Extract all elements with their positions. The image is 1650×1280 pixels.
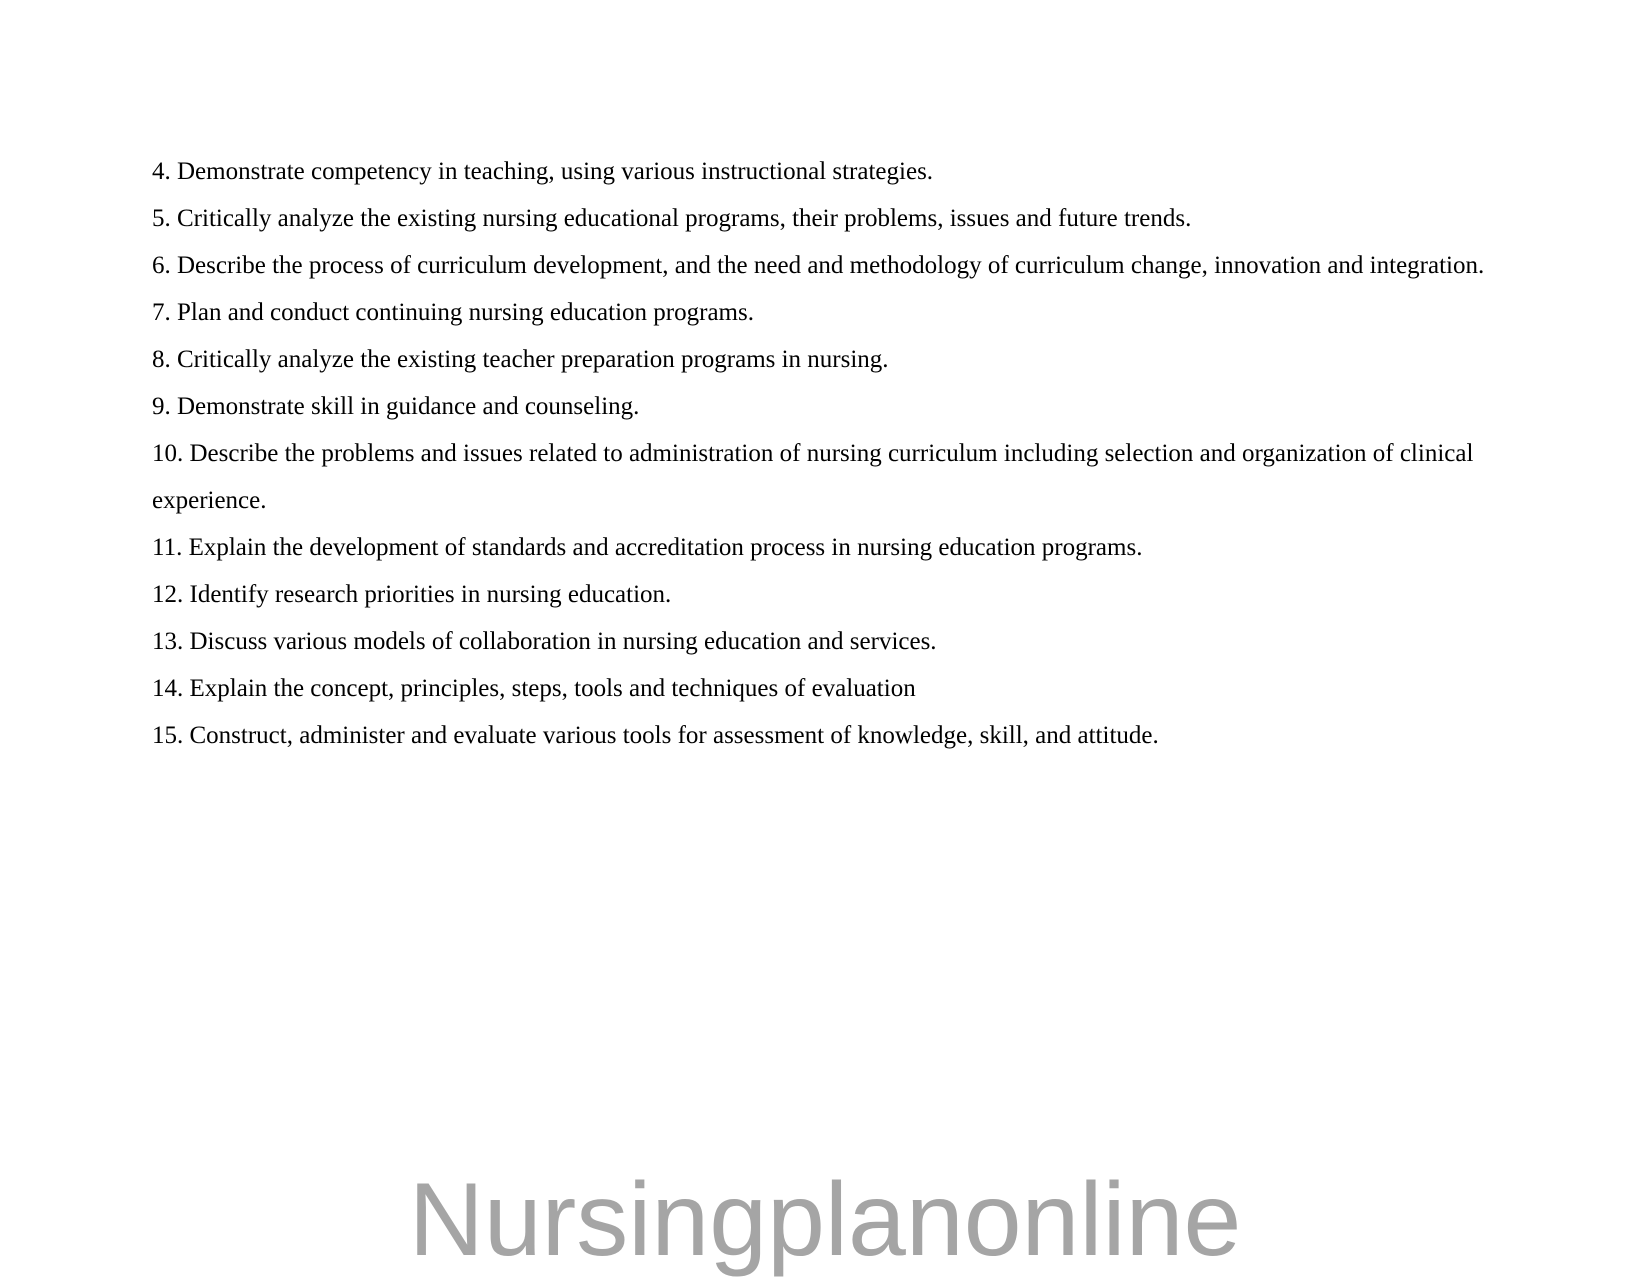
objective-item: 15. Construct, administer and evaluate various tools for assessment of knowledge, skill, and attitude. [152, 722, 1159, 749]
objective-item: 8. Critically analyze the existing teacher preparation programs in nursing. [152, 346, 889, 373]
objectives-list [152, 148, 1532, 759]
objective-item: 5. Critically analyze the existing nursing educational programs, their problems, issues and future trends. [152, 205, 1192, 232]
objective-item: 4. Demonstrate competency in teaching, using various instructional strategies. [152, 158, 934, 185]
objective-item: 9. Demonstrate skill in guidance and counseling. [152, 393, 640, 420]
objective-item: 14. Explain the concept, principles, steps, tools and techniques of evaluation [152, 675, 916, 702]
objective-item: 12. Identify research priorities in nursing education. [152, 581, 672, 608]
objective-item: 11. Explain the development of standards and accreditation process in nursing education programs. [152, 534, 1143, 561]
objective-item: 6. Describe the process of curriculum development, and the need and methodology of curriculum change, innovation and integration. [152, 252, 1485, 279]
objective-item: 13. Discuss various models of collaboration in nursing education and services. [152, 628, 937, 655]
objective-item: 10. Describe the problems and issues related to administration of nursing curriculum including selection and organization of clinical experience. [152, 440, 1474, 514]
objective-item: 7. Plan and conduct continuing nursing education programs. [152, 299, 754, 326]
watermark-text: Nursingplanonline [408, 1162, 1242, 1278]
